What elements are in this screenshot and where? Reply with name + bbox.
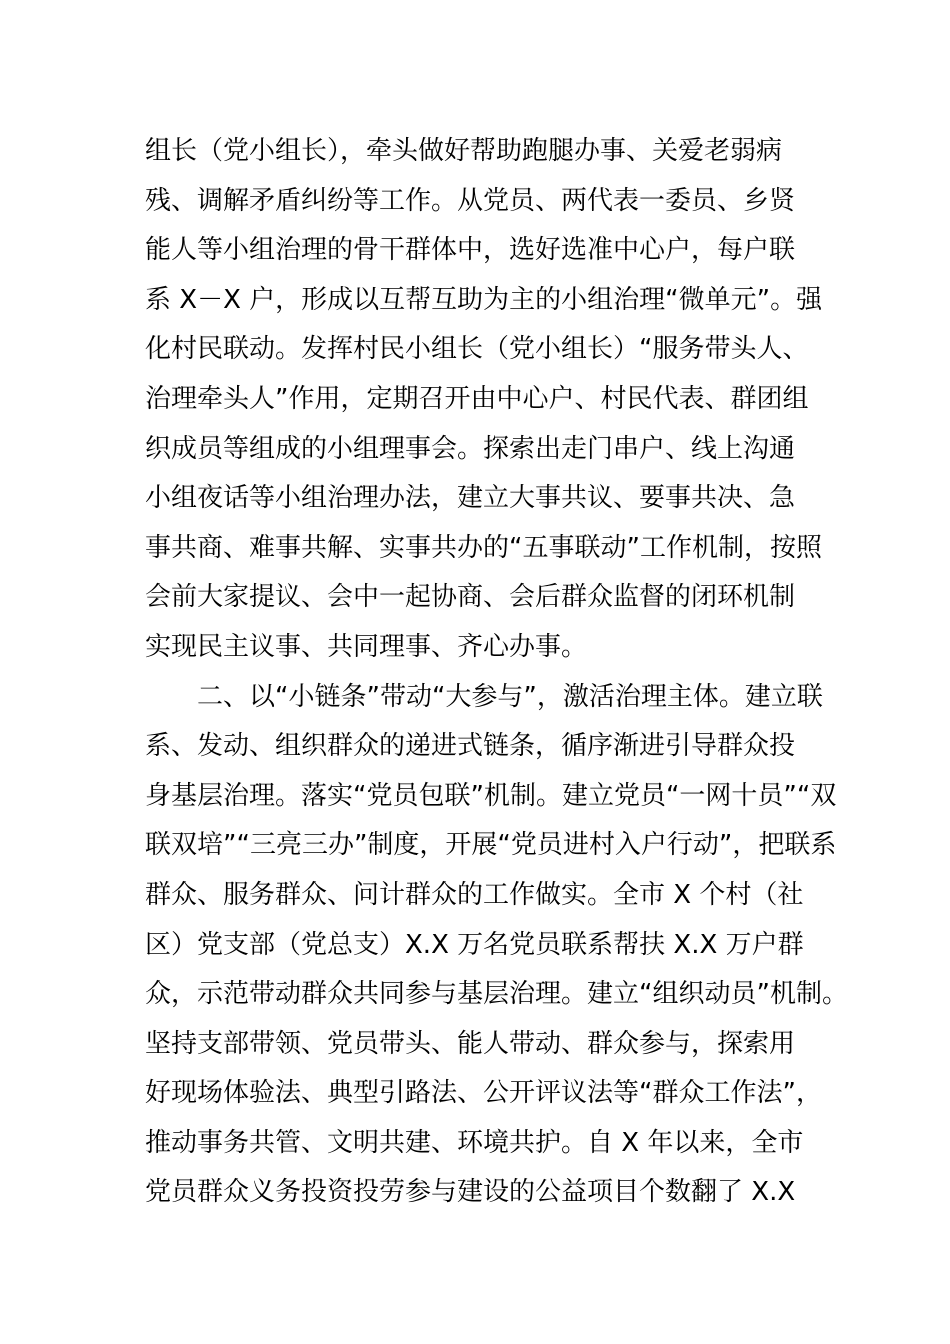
text-line: 织成员等组成的小组理事会。探索出走门串户、线上沟通 (145, 433, 796, 464)
text-line: 实现民主议事、共同理事、齐心办事。 (145, 631, 588, 662)
text-line: 系 X－X 户，形成以互帮互助为主的小组治理“微单元”。强 (145, 284, 823, 315)
text-line: 治理牵头人”作用，定期召开由中心户、村民代表、群团组 (145, 383, 809, 414)
text-line: 会前大家提议、会中一起协商、会后群众监督的闭环机制 (145, 582, 796, 613)
paragraph-start-line: 二、以“小链条”带动“大参与”，激活治理主体。建立联 (145, 681, 823, 712)
text-line: 坚持支部带领、党员带头、能人带动、群众参与，探索用 (145, 1028, 796, 1059)
text-line: 残、调解矛盾纠纷等工作。从党员、两代表一委员、乡贤 (145, 185, 796, 216)
text-line: 联双培”“三亮三办”制度，开展“党员进村入户行动”，把联系 (145, 830, 837, 861)
text-line: 系、发动、组织群众的递进式链条，循序渐进引导群众投 (145, 731, 796, 762)
text-line: 化村民联动。发挥村民小组长（党小组长）“服务带头人、 (145, 334, 809, 365)
text-line: 党员群众义务投资投劳参与建设的公益项目个数翻了 X.X (145, 1177, 796, 1208)
text-line: 事共商、难事共解、实事共办的“五事联动”工作机制，按照 (145, 532, 822, 563)
body-text (145, 127, 848, 1218)
text-line: 推动事务共管、文明共建、环境共护。自 X 年以来，全市 (145, 1127, 804, 1158)
text-line: 众，示范带动群众共同参与基层治理。建立“组织动员”机制。 (145, 979, 848, 1010)
text-line: 组长（党小组长），牵头做好帮助跑腿办事、关爱老弱病 (145, 136, 783, 166)
text-line: 能人等小组治理的骨干群体中，选好选准中心户，每户联 (145, 235, 796, 266)
text-line: 区）党支部（党总支）X.X 万名党员联系帮扶 X.X 万户群 (145, 929, 804, 960)
text-line: 群众、服务群众、问计群众的工作做实。全市 X 个村（社 (145, 879, 804, 910)
text-line: 小组夜话等小组治理办法，建立大事共议、要事共决、急 (145, 483, 796, 514)
text-line: 身基层治理。落实“党员包联”机制。建立党员“一网十员”“双 (145, 780, 837, 811)
text-line: 好现场体验法、典型引路法、公开评议法等“群众工作法”， (145, 1078, 822, 1109)
